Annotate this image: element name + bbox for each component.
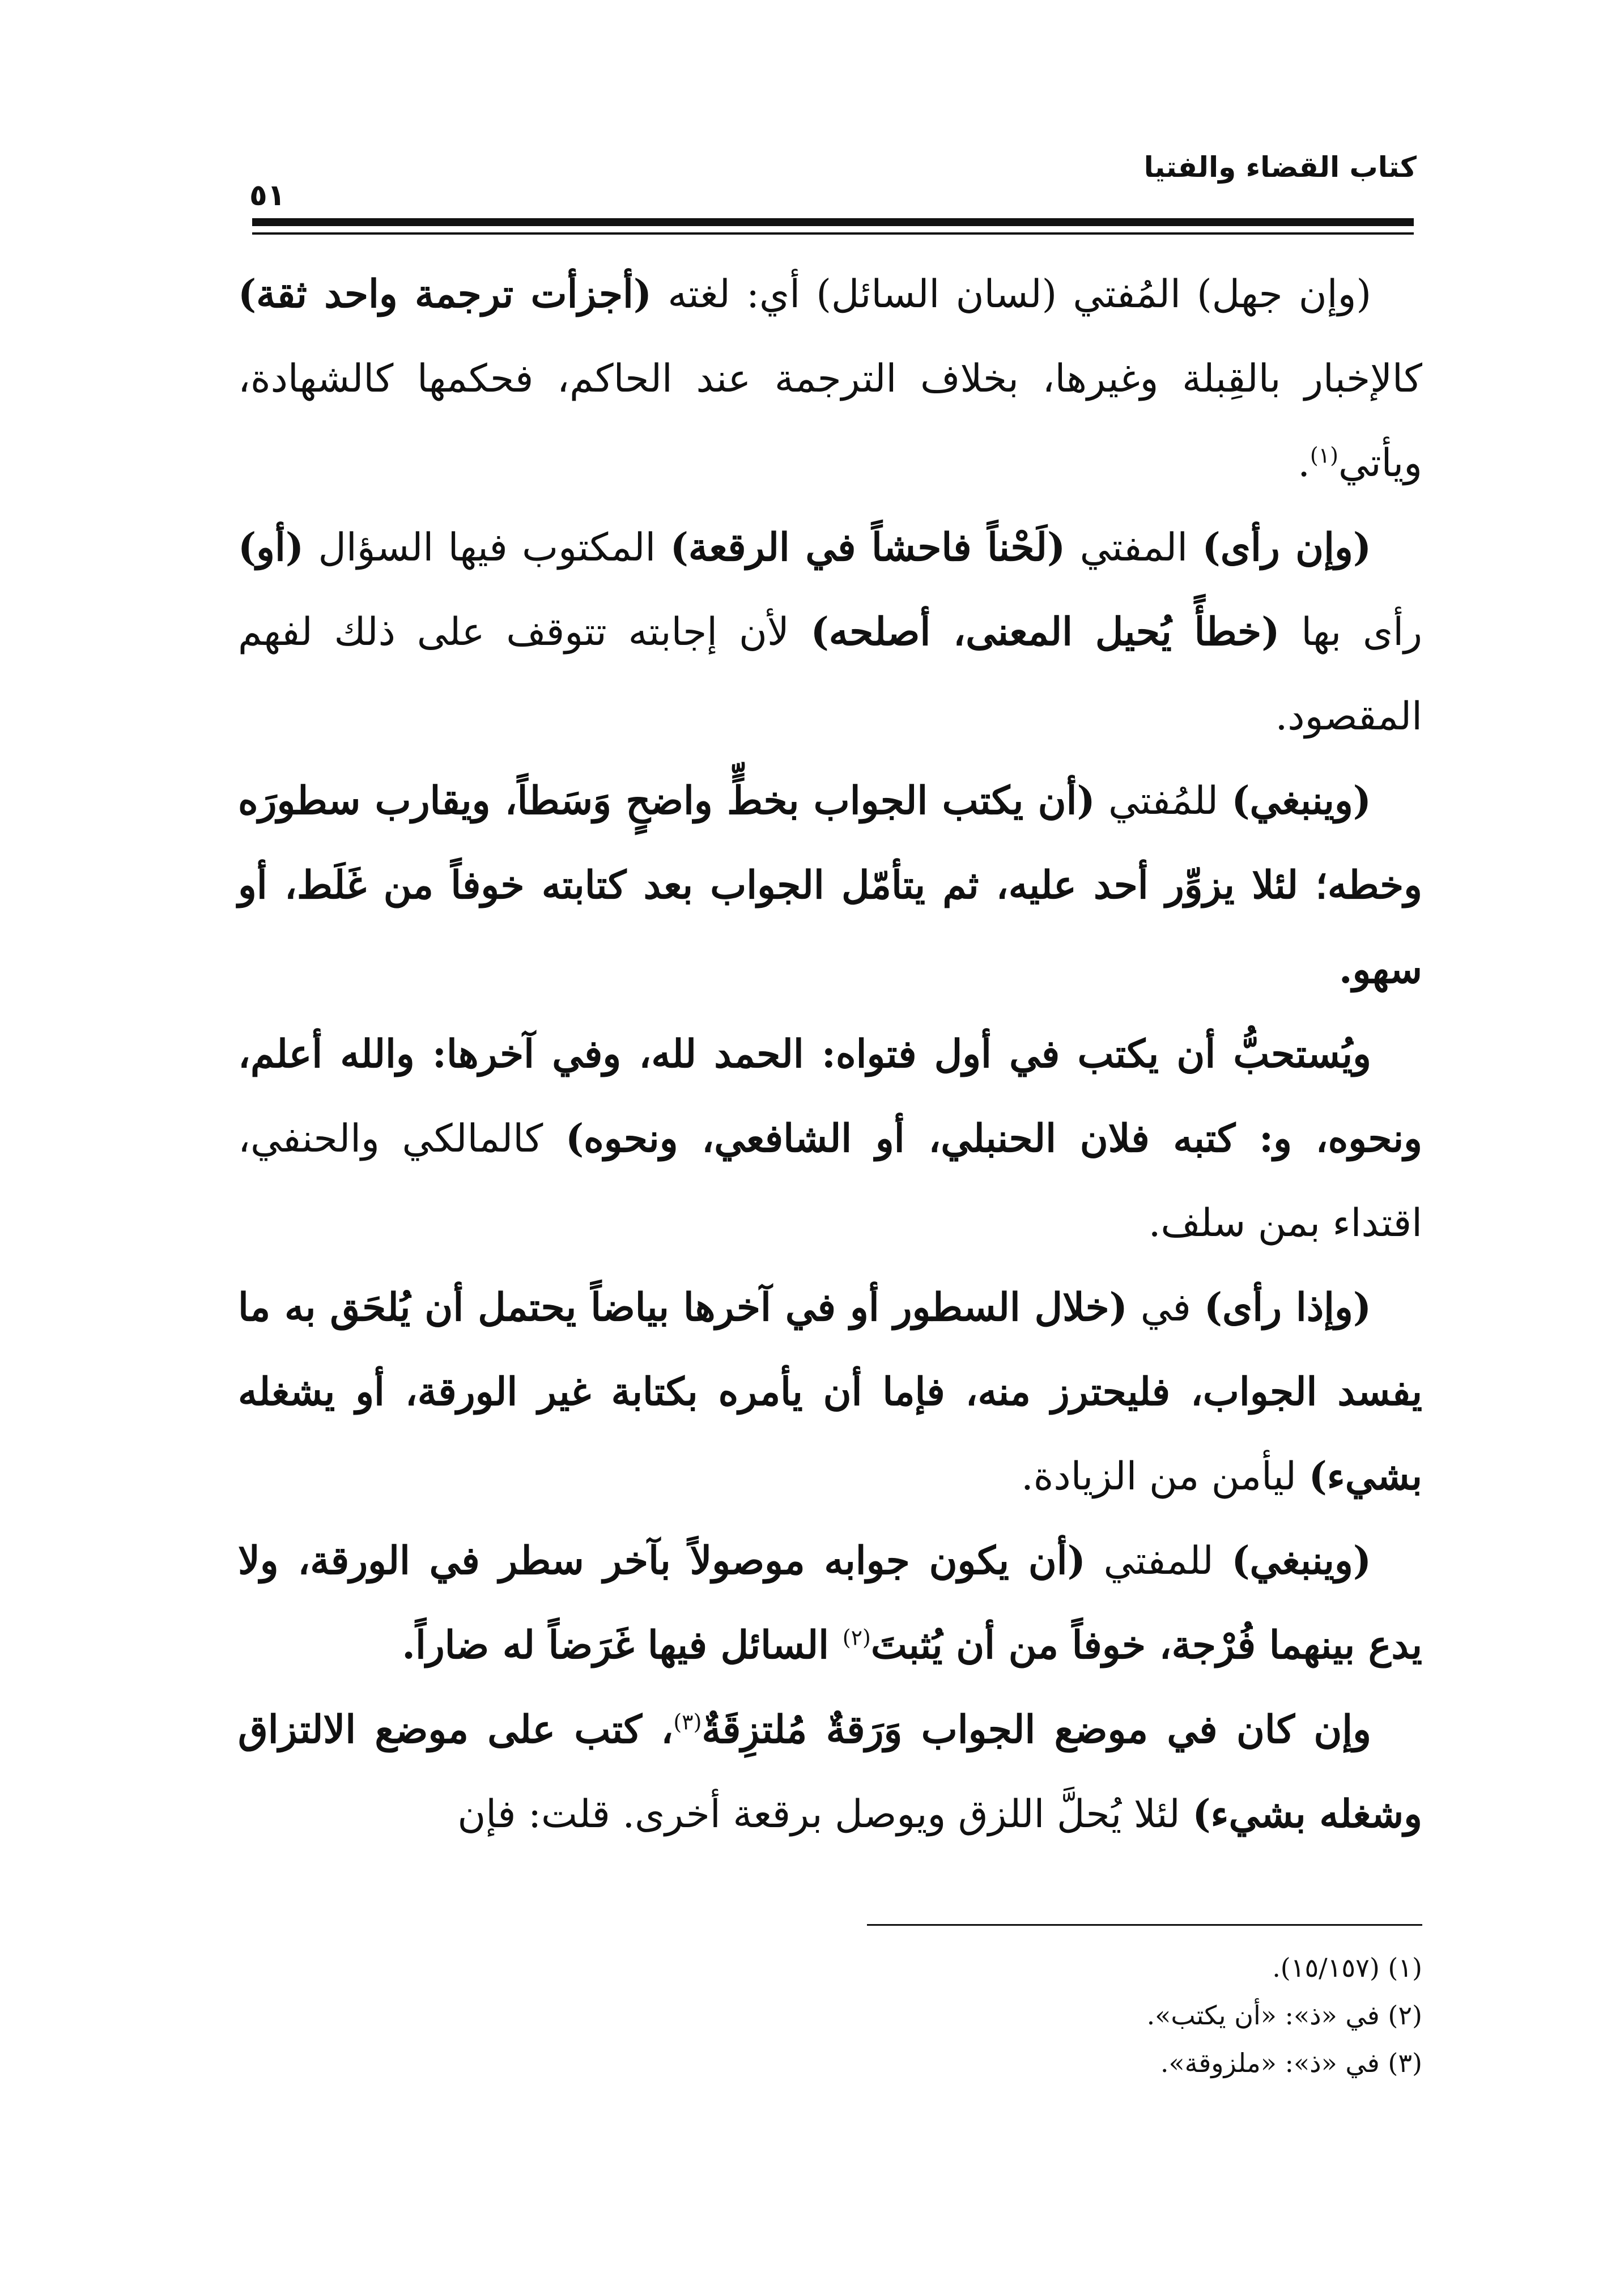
footnote-marker: (٢) — [842, 1625, 871, 1650]
footnote: (١) (١٥/١٥٧). — [1272, 1952, 1422, 1983]
main-text — [238, 252, 1422, 1857]
text-run: كالمالكي والحنفي، اقتداء بمن سلف. — [238, 1116, 1422, 1246]
footnote-separator — [867, 1924, 1422, 1926]
paragraph — [238, 1266, 1422, 1519]
text-run: لأن إجابته تتوقف على ذلك لفهم المقصود. — [238, 610, 1422, 739]
paragraph — [238, 1012, 1422, 1266]
bold-text-run: (أن يكون جوابه موصولاً بآخر سطر في الورقة، ولا يدع بينهما فُرْجة، خوفاً من أن يُثبتَ — [238, 1538, 1422, 1668]
footnote-marker: (٣) — [673, 1709, 702, 1735]
text-run: كالإخبار بالقِبلة وغيرها، بخلاف الترجمة عند الحاكم، فحكمها كالشهادة، ويأتي — [238, 356, 1422, 486]
text-run: رأى بها — [1279, 610, 1422, 655]
footnote: (٢) في «ذ»: «أن يكتب». — [1146, 2000, 1422, 2031]
bold-text-run: وإن كان في موضع الجواب وَرَقةٌ مُلتزِقَةٌ — [702, 1707, 1371, 1752]
bold-text-run: ، كتب على موضع الالتزاق وشغله بشيء) — [238, 1707, 1422, 1837]
footnote: (٣) في «ذ»: «ملزوقة». — [1160, 2048, 1422, 2078]
text-run: في — [1127, 1285, 1204, 1330]
paragraph — [238, 1688, 1422, 1857]
running-title: كتاب القضاء والفتيا — [1143, 151, 1417, 184]
footnotes — [680, 1944, 1422, 2087]
footnote-marker: (١) — [1310, 443, 1338, 468]
header-rule-thin — [252, 232, 1414, 235]
text-run: (وإن جهل) المُفتي — [1057, 272, 1371, 317]
bold-text-run: (خلال السطور أو في آخرها بياضاً يحتمل أن يُلحَق به ما يفسد الجواب، فليحترز منه، فإما أن يأمره بكتابة غير الورقة، أو يشغله بشيء) — [238, 1285, 1422, 1499]
text-run: المفتي — [1065, 525, 1202, 570]
text-run: للمُفتي — [1095, 779, 1232, 823]
text-run: لئلا يُحلَّ اللزق ويوصل برقعة أخرى. قلت: فإن — [457, 1792, 1193, 1837]
bold-text-run: (أن يكتب الجواب بخطٍّ واضحٍ وَسَطاً، ويقارب سطورَه وخطه؛ لئلا يزوِّر أحد عليه، ثم يتأمّل الجواب بعد كتابته خوفاً من غَلَط، أو سهو. — [238, 778, 1423, 992]
paragraph — [238, 252, 1422, 506]
paragraph — [238, 506, 1422, 759]
text-run: (لسان السائل) — [816, 272, 1057, 317]
bold-text-run: (وينبغي) — [1231, 778, 1371, 823]
bold-text-run: السائل فيها غَرَضاً له ضاراً. — [402, 1623, 843, 1668]
bold-text-run: ويُستحبُّ أن يكتب في أول فتواه: الحمد لله، وفي آخرها: والله أعلم، ونحوه، و: كتبه فلان الحنبلي، أو الشافعي، ونحوه) — [238, 1031, 1422, 1161]
bold-text-run: (لَحْناً فاحشاً في الرقعة) — [670, 525, 1066, 570]
running-head — [249, 145, 1417, 213]
bold-text-run: (أو) — [238, 525, 304, 570]
text-run: . — [1298, 441, 1310, 486]
paragraph — [238, 759, 1422, 1012]
bold-text-run: (وإن رأى) — [1202, 525, 1372, 570]
bold-text-run: (وينبغي) — [1231, 1538, 1371, 1583]
paragraph — [238, 1519, 1422, 1688]
bold-text-run: (أجزأت ترجمة واحد ثقة) — [238, 271, 652, 317]
text-run: ليأمن من الزيادة. — [1021, 1454, 1309, 1499]
text-run: أي: لغته — [652, 272, 817, 317]
page-number: ٥١ — [249, 179, 286, 213]
text-run: المكتوب فيها السؤال — [304, 525, 670, 570]
bold-text-run: (خطأً يُحيل المعنى، أصلحه) — [810, 609, 1280, 655]
header-rule-thick — [252, 218, 1414, 226]
bold-text-run: (وإذا رأى) — [1204, 1285, 1372, 1330]
text-run: للمفتي — [1085, 1539, 1232, 1583]
